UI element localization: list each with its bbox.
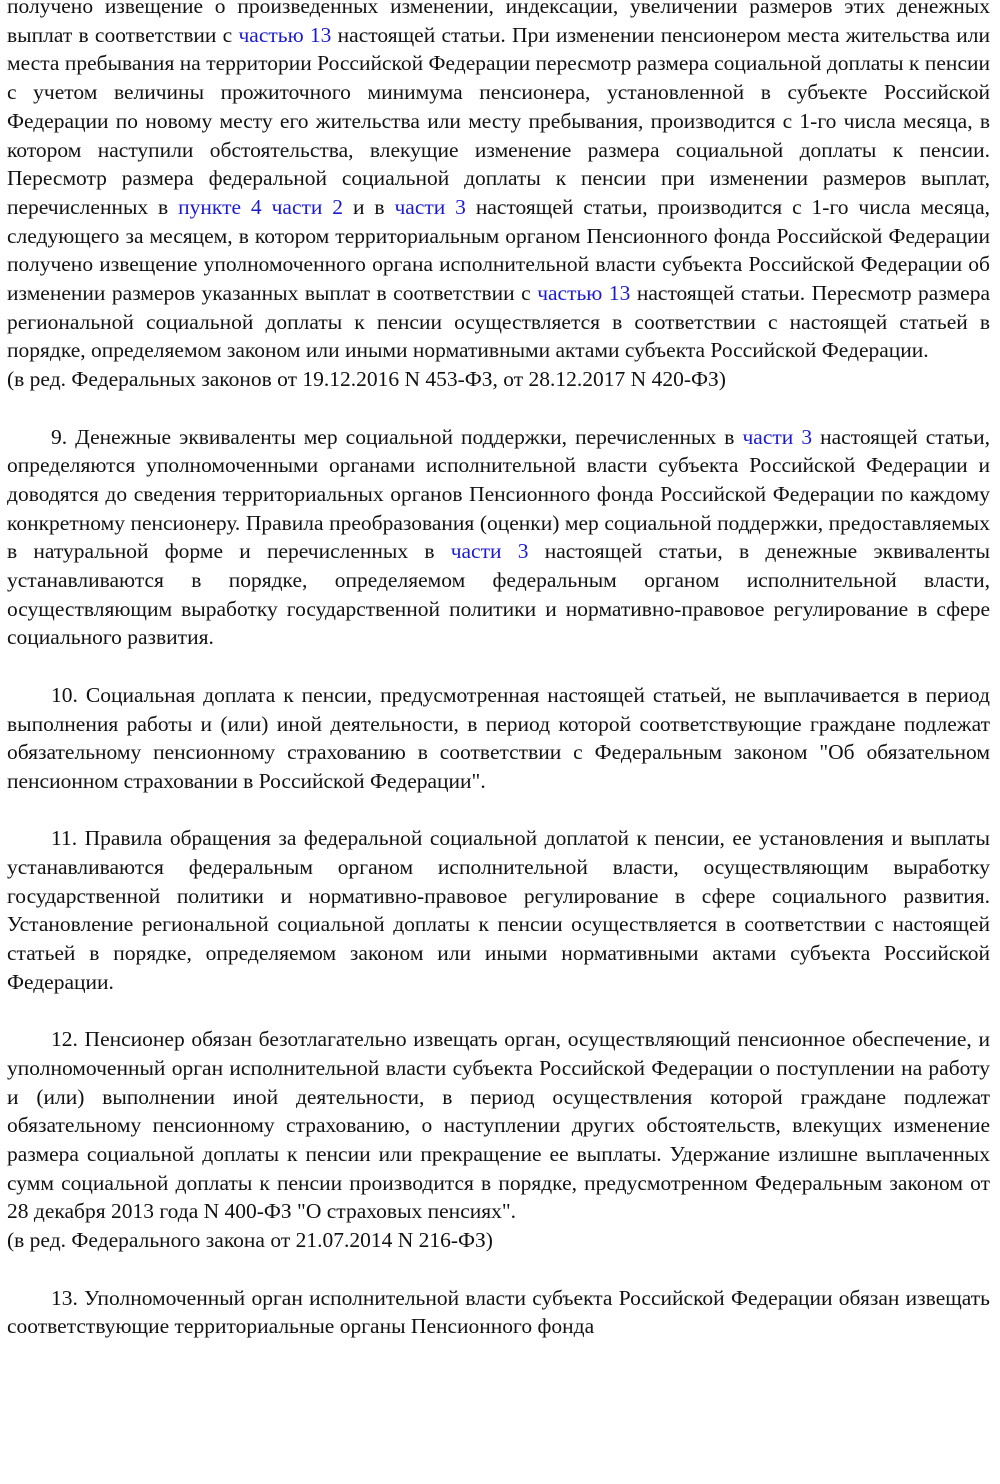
text-run: получено извещение о произведенных изменении, индексации, увеличении размеров этих денежных выплат в соответствии с <box>7 0 990 47</box>
paragraph-13: 13. Уполномоченный орган исполнительной власти субъекта Российской Федерации обязан извещать соответствующие территориальные органы Пенсионного фонда <box>7 1285 990 1339</box>
link-part-3-p9-second[interactable]: части 3 <box>450 539 529 564</box>
paragraph-10: 10. Социальная доплата к пенсии, предусмотренная настоящей статьей, не выплачивается в период выполнения работы и (или) иной деятельности, в период которой соответствующие граждане подлежат обязательному пенсионному страхованию в соответствии с Федеральным законом "Об обязательном пенсионном страховании в Российской Федерации". <box>7 682 990 793</box>
document-page <box>7 0 990 1341</box>
link-part-13-second[interactable]: частью 13 <box>537 281 631 306</box>
text-run: и в <box>343 194 395 219</box>
link-point-4-part-2[interactable]: пункте 4 части 2 <box>178 194 344 219</box>
paragraph-9 <box>7 423 990 653</box>
link-part-3-p9[interactable]: части 3 <box>742 424 813 449</box>
text-run: 9. Денежные эквиваленты мер социальной поддержки, перечисленных в <box>51 424 743 449</box>
text-run: настоящей статьи, определяются уполномоченными органами исполнительной власти субъекта Российской Федерации и доводятся до сведения территориальных органов Пенсионного фонда Российской Федерации по каждому конкретному пенсионеру. Правила преобразования (оценки) мер социальной поддержки, предоставляемых в натуральной форме и перечисленных в <box>7 424 990 564</box>
text-run: настоящей статьи. При изменении пенсионером места жительства или места пребывания на территории Российской Федерации пересмотр размера социальной доплаты к пенсии с учетом величины прожиточного минимума пенсионера, установленной в субъекте Российской Федерации по новому месту его жительства или месту пребывания, производится с 1-го числа месяца, в котором наступили обстоятельства, влекущие изменение размера социальной доплаты к пенсии. Пересмотр размера федеральной социальной доплаты к пенсии при изменении размеров выплат, перечисленных в <box>7 22 990 219</box>
paragraph-8-continuation <box>7 0 990 365</box>
text-run: настоящей статьи, в денежные эквиваленты устанавливаются в порядке, определяемом федеральным органом исполнительной власти, осуществляющим выработку государственной политики и нормативно-правовое регулирование в сфере социального развития. <box>7 539 990 650</box>
link-part-13[interactable]: частью 13 <box>238 22 332 47</box>
text-run: настоящей статьи. Пересмотр размера региональной социальной доплаты к пенсии осуществляется в соответствии с настоящей статьей в порядке, определяемом законом или иными нормативными актами субъекта Российской Федерации. <box>7 281 990 363</box>
paragraph-12: 12. Пенсионер обязан безотлагательно извещать орган, осуществляющий пенсионное обеспечение, и уполномоченный орган исполнительной власти субъекта Российской Федерации о поступлении на работу и (или) выполнении иной деятельности, в период осуществления которой граждане подлежат обязательному пенсионному страхованию, о наступлении других обстоятельств, влекущих изменение размера социальной доплаты к пенсии или прекращение ее выплаты. Удержание излишне выплаченных сумм социальной доплаты к пенсии производится в порядке, предусмотренном Федеральным законом от 28 декабря 2013 года N 400-ФЗ "О страховых пенсиях". <box>7 1027 990 1224</box>
text-run: настоящей статьи, производится с 1-го числа месяца, следующего за месяцем, в котором территориальным органом Пенсионного фонда Российской Федерации получено извещение уполномоченного органа исполнительной власти субъекта Российской Федерации об изменении размеров указанных выплат в соответствии с <box>7 194 990 306</box>
paragraph-11: 11. Правила обращения за федеральной социальной доплатой к пенсии, ее установления и выплаты устанавливаются федеральным органом исполнительной власти, осуществляющим выработку государственной политики и нормативно-правовое регулирование в сфере социального развития. Установление региональной социальной доплаты к пенсии осуществляется в соответствии с настоящей статьей в порядке, определяемом законом или иными нормативными актами субъекта Российской Федерации. <box>7 826 990 994</box>
amendment-note-8: (в ред. Федеральных законов от 19.12.2016 N 453-ФЗ, от 28.12.2017 N 420-ФЗ) <box>7 367 726 392</box>
link-part-3[interactable]: части 3 <box>394 194 466 219</box>
amendment-note-12: (в ред. Федерального закона от 21.07.2014 N 216-ФЗ) <box>7 1228 493 1253</box>
